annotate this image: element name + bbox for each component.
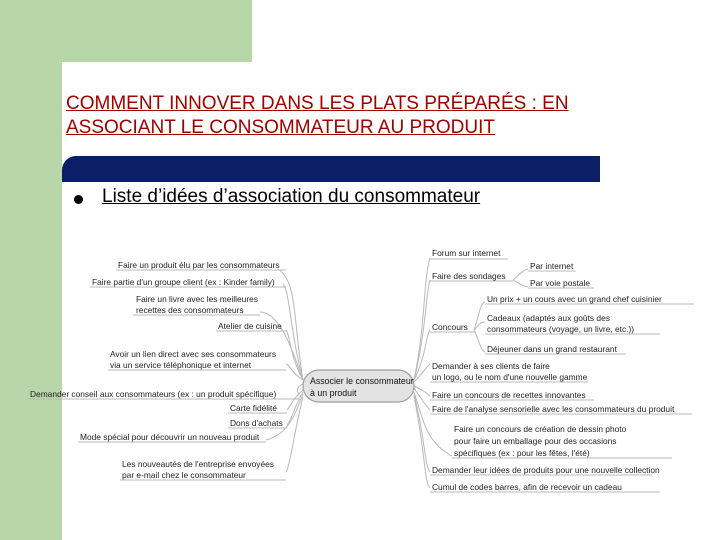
center-node-label-1: Associer le consommateur — [310, 376, 414, 386]
mm-right-label: Faire de l'analyse sensorielle avec les consommateurs du produit — [432, 404, 675, 414]
mm-left-label: par e-mail chez le consommateur — [122, 470, 246, 480]
mm-right-label: Demander leur idées de produits pour une nouvelle collection — [432, 465, 660, 475]
mm-right-label: Cadeaux (adaptés aux goûts des — [487, 313, 610, 323]
center-node-label-2: à un produit — [310, 388, 357, 398]
mm-right-label: Concours — [432, 322, 468, 332]
mm-right-label: Par voie postale — [530, 278, 591, 288]
slide-title-line-2: ASSOCIANT LE CONSOMMATEUR AU PRODUIT — [66, 117, 495, 138]
mm-left-label: Dons d'achats — [230, 418, 283, 428]
title-divider-bar — [62, 156, 600, 182]
mm-left-label: Avoir un lien direct avec ses consommateurs — [110, 349, 277, 359]
slide-title-line-1: COMMENT INNOVER DANS LES PLATS PRÉPARÉS : EN — [66, 93, 569, 114]
mm-left-label: Mode spécial pour découvrir un nouveau produit — [80, 432, 260, 442]
mm-right-label: Faire des sondages — [432, 271, 506, 281]
mm-left-label: Faire un produit élu par les consommateurs — [118, 260, 280, 270]
mm-right-label: pour faire un emballage pour des occasions — [454, 436, 617, 446]
mm-left-label: Faire un livre avec les meilleures — [136, 294, 258, 304]
mm-left-label: Les nouveautés de l'entreprise envoyées — [122, 459, 274, 469]
mm-right-label: Cumul de codes barres, afin de recevoir un cadeau — [432, 482, 622, 492]
mm-left-label: via un service téléphonique et internet — [110, 360, 252, 370]
mm-left-label: Atelier de cuisine — [218, 321, 282, 331]
bullet-text: Liste d’idées d’association du consommateur — [102, 186, 481, 207]
mind-map-image — [28, 242, 700, 504]
mm-right-label: Par internet — [530, 261, 574, 271]
mm-right-label: Faire un concours de création de dessin photo — [454, 424, 627, 434]
mm-right-label: spécifiques (ex : pour les fêtes, l'été) — [454, 448, 590, 458]
mm-left-label: Faire partie d'un groupe client (ex : Kinder family) — [92, 277, 275, 287]
mm-right-label: Faire un concours de recettes innovantes — [432, 390, 586, 400]
mm-right-label: un logo, ou le nom d'une nouvelle gamme — [432, 372, 588, 382]
bullet-dot — [74, 195, 83, 204]
slide-title — [66, 92, 716, 140]
top-green-band — [0, 0, 252, 62]
mm-right-label: Déjeuner dans un grand restaurant — [487, 344, 617, 354]
mm-right-label: consommateurs (voyage, un livre, etc.)) — [487, 324, 635, 334]
mm-left-label: Carte fidélité — [230, 403, 278, 413]
mm-right-label: Demander à ses clients de faire — [432, 361, 550, 371]
mm-left-label: Demander conseil aux consommateurs (ex : un produit spécifique) — [30, 389, 277, 399]
mm-right-label: Forum sur internet — [432, 248, 501, 258]
mind-map-center-node — [303, 370, 414, 402]
mm-left-label: recettes des consommateurs — [136, 305, 244, 315]
mind-map-right-labels — [432, 248, 675, 492]
mm-right-label: Un prix + un cours avec un grand chef cuisinier — [487, 294, 662, 304]
